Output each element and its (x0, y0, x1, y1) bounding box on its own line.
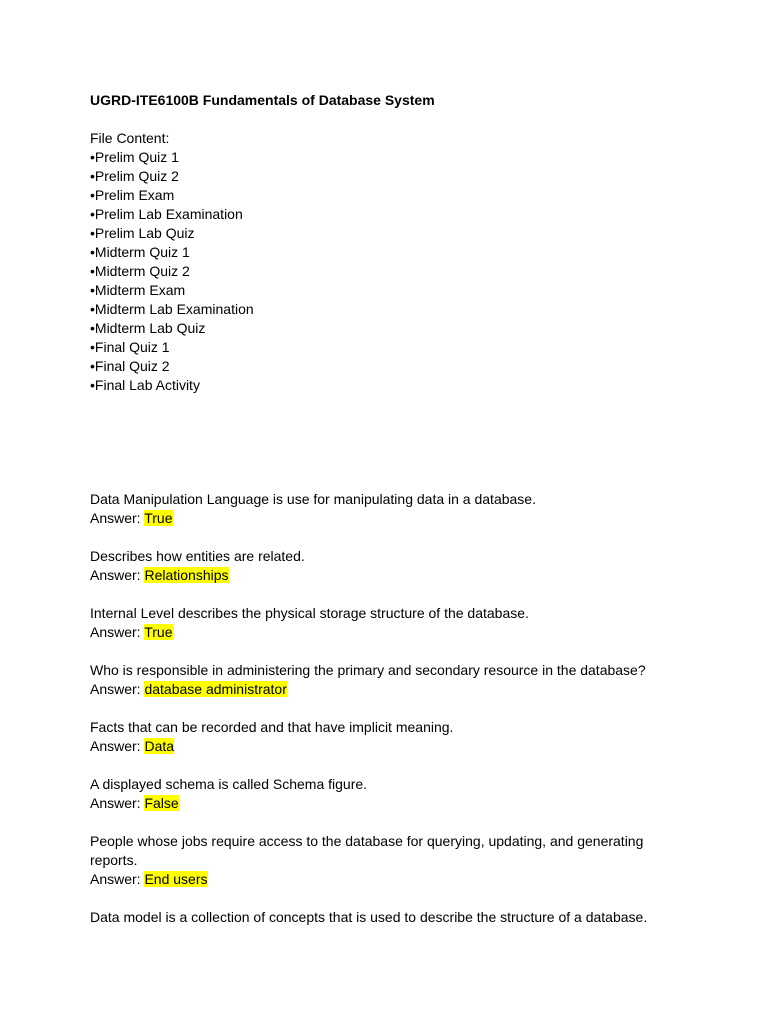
question-text: Facts that can be recorded and that have implicit meaning. (90, 719, 454, 735)
file-content-item: •Prelim Quiz 1 (90, 149, 179, 165)
answer-line (90, 737, 650, 756)
highlighted-answer: database administrator (144, 681, 287, 697)
answer-label: Answer: (90, 871, 145, 887)
question-block (90, 547, 650, 585)
file-content-item: •Midterm Quiz 1 (90, 244, 190, 260)
highlighted-answer: True (144, 510, 173, 526)
file-content-item: •Midterm Exam (90, 282, 186, 298)
file-content-item: •Prelim Lab Examination (90, 206, 243, 222)
answer-label: Answer: (90, 567, 145, 583)
document-title: UGRD-ITE6100B Fundamentals of Database System (90, 92, 435, 108)
question-block (90, 718, 650, 756)
file-content-item: •Final Quiz 2 (90, 358, 170, 374)
answer-line (90, 566, 650, 585)
file-content-label: File Content: (90, 130, 170, 146)
file-content-item: •Final Quiz 1 (90, 339, 170, 355)
question-text: A displayed schema is called Schema figure. (90, 776, 368, 792)
question-text: Who is responsible in administering the primary and secondary resource in the database? (90, 662, 646, 678)
question-text: People whose jobs require access to the database for querying, updating, and generating reports. (90, 833, 644, 868)
highlighted-answer: Relationships (144, 567, 229, 583)
question-block (90, 490, 650, 528)
answer-label: Answer: (90, 681, 145, 697)
highlighted-answer: End users (144, 871, 208, 887)
answer-line (90, 680, 650, 699)
answer-label: Answer: (90, 510, 145, 526)
highlighted-answer: False (144, 795, 179, 811)
question-block (90, 908, 650, 927)
file-content-item: •Final Lab Activity (90, 377, 200, 393)
answer-label: Answer: (90, 738, 145, 754)
question-text: Data Manipulation Language is use for manipulating data in a database. (90, 491, 536, 507)
question-block (90, 661, 650, 699)
answer-line (90, 794, 650, 813)
highlighted-answer: Data (144, 738, 175, 754)
file-content-item: •Prelim Lab Quiz (90, 225, 195, 241)
file-content-item: •Midterm Quiz 2 (90, 263, 190, 279)
question-text: Internal Level describes the physical storage structure of the database. (90, 605, 529, 621)
file-content-list (90, 148, 650, 395)
answer-label: Answer: (90, 795, 145, 811)
answer-label: Answer: (90, 624, 145, 640)
file-content-item: •Midterm Lab Quiz (90, 320, 206, 336)
file-content-item: •Prelim Quiz 2 (90, 168, 179, 184)
question-block (90, 604, 650, 642)
question-text: Describes how entities are related. (90, 548, 305, 564)
answer-line (90, 870, 650, 889)
question-text: Data model is a collection of concepts that is used to describe the structure of a database. (90, 909, 648, 925)
file-content-item: •Prelim Exam (90, 187, 175, 203)
answer-line (90, 623, 650, 642)
answer-line (90, 509, 650, 528)
question-block (90, 832, 650, 889)
highlighted-answer: True (144, 624, 173, 640)
document-page (90, 91, 650, 946)
file-content-item: •Midterm Lab Examination (90, 301, 254, 317)
question-block (90, 775, 650, 813)
question-answer-section (90, 490, 650, 927)
